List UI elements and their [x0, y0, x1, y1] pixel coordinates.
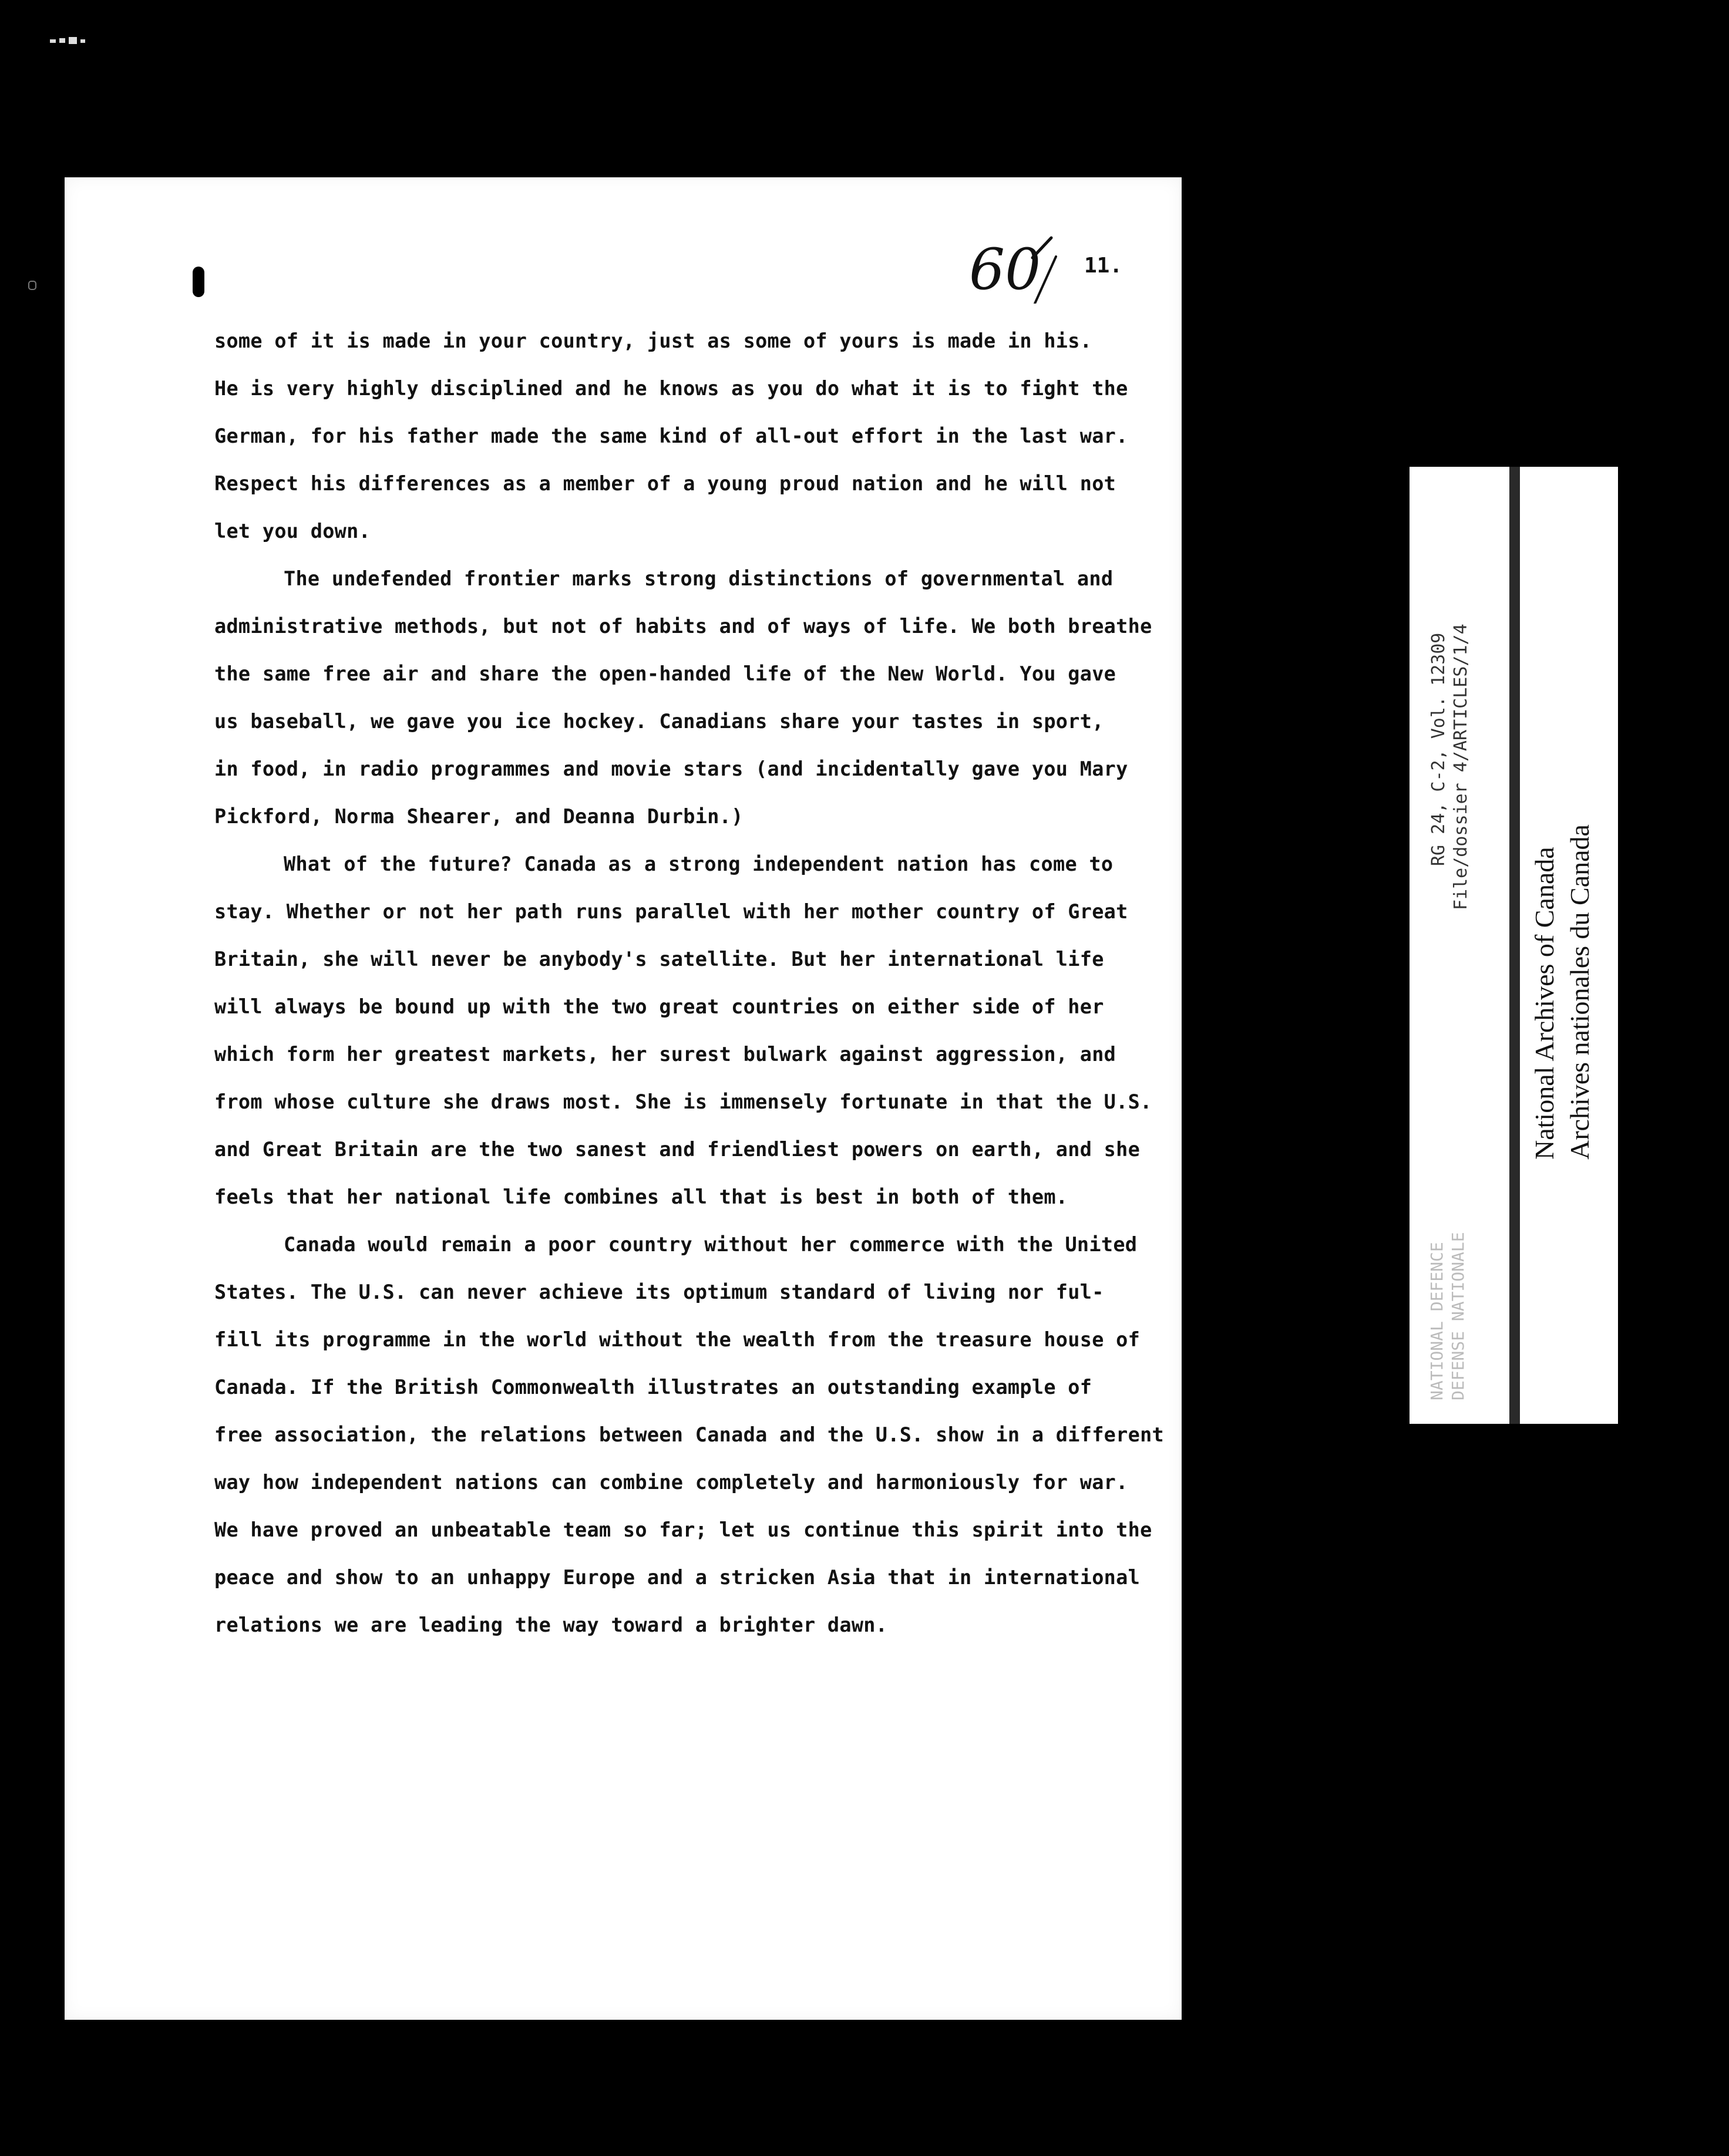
- text-line: free association, the relations between Canada and the U.S. show in a different: [214, 1423, 1165, 1446]
- department-label-fr: DEFENSE NATIONALE: [1448, 1232, 1468, 1400]
- text-line: some of it is made in your country, just as some of yours is made in his.: [214, 329, 1092, 352]
- paragraph-1: [214, 317, 1236, 555]
- text-line: Britain, she will never be anybody's satellite. But her international life: [214, 948, 1104, 971]
- text-line: Pickford, Norma Shearer, and Deanna Durbin.): [214, 805, 744, 828]
- text-line: in food, in radio programmes and movie stars (and incidentally gave you Mary: [214, 757, 1128, 780]
- archive-reference-file: File/dossier 4/ARTICLES/1/4: [1451, 624, 1471, 910]
- text-line: He is very highly disciplined and he knows as you do what it is to fight the: [214, 377, 1128, 400]
- text-line: fill its programme in the world without the wealth from the treasure house of: [214, 1328, 1141, 1351]
- text-line: the same free air and share the open-handed life of the New World. You gave: [214, 662, 1116, 685]
- paragraph-4: [214, 1221, 1236, 1649]
- text-line: Canada. If the British Commonwealth illustrates an outstanding example of: [214, 1376, 1092, 1399]
- document-body: [214, 317, 1236, 1649]
- text-line: peace and show to an unhappy Europe and a stricken Asia that in international: [214, 1566, 1141, 1589]
- film-edge-marks: [50, 32, 97, 50]
- text-line: administrative methods, but not of habits and of ways of life. We both breathe: [214, 615, 1152, 638]
- text-line: which form her greatest markets, her surest bulwark against aggression, and: [214, 1043, 1116, 1066]
- text-line: Canada would remain a poor country without her commerce with the United: [284, 1233, 1138, 1256]
- text-line: us baseball, we gave you ice hockey. Canadians share your tastes in sport,: [214, 710, 1104, 733]
- text-line: will always be bound up with the two great countries on either side of her: [214, 995, 1104, 1018]
- archive-label-strip: [1410, 467, 1618, 1424]
- text-line: Respect his differences as a member of a young proud nation and he will not: [214, 472, 1116, 495]
- page-number: 11.: [1084, 254, 1123, 278]
- archive-name-fr: Archives nationales du Canada: [1565, 824, 1595, 1160]
- handwritten-page-number: [969, 233, 1057, 304]
- text-line: The undefended frontier marks strong distinctions of governmental and: [284, 567, 1114, 590]
- hole-punch-mark: [193, 267, 204, 297]
- text-line: German, for his father made the same kind of all-out effort in the last war.: [214, 425, 1128, 447]
- text-line: from whose culture she draws most. She is immensely fortunate in that the U.S.: [214, 1090, 1152, 1113]
- text-line: let you down.: [214, 520, 371, 543]
- archive-reference-volume: RG 24, C-2, Vol. 12309: [1428, 632, 1449, 866]
- text-line: We have proved an unbeatable team so far; let us continue this spirit into the: [214, 1518, 1152, 1541]
- text-line: States. The U.S. can never achieve its optimum standard of living nor ful-: [214, 1281, 1104, 1303]
- text-line: feels that her national life combines all that is best in both of them.: [214, 1185, 1068, 1208]
- film-edge-dot: [28, 281, 36, 290]
- document-page: [65, 177, 1182, 2020]
- paragraph-3: [214, 840, 1236, 1221]
- text-line: relations we are leading the way toward a brighter dawn.: [214, 1613, 888, 1636]
- svg-text:60: 60: [969, 237, 1041, 302]
- department-label-en: NATIONAL DEFENCE: [1427, 1242, 1447, 1400]
- text-line: stay. Whether or not her path runs parallel with her mother country of Great: [214, 900, 1128, 923]
- archive-name-en: National Archives of Canada: [1529, 847, 1559, 1160]
- text-line: What of the future? Canada as a strong independent nation has come to: [284, 853, 1114, 875]
- strip-divider: [1509, 467, 1520, 1424]
- text-line: way how independent nations can combine completely and harmoniously for war.: [214, 1471, 1128, 1494]
- text-line: and Great Britain are the two sanest and friendliest powers on earth, and she: [214, 1138, 1141, 1161]
- paragraph-2: [214, 555, 1236, 840]
